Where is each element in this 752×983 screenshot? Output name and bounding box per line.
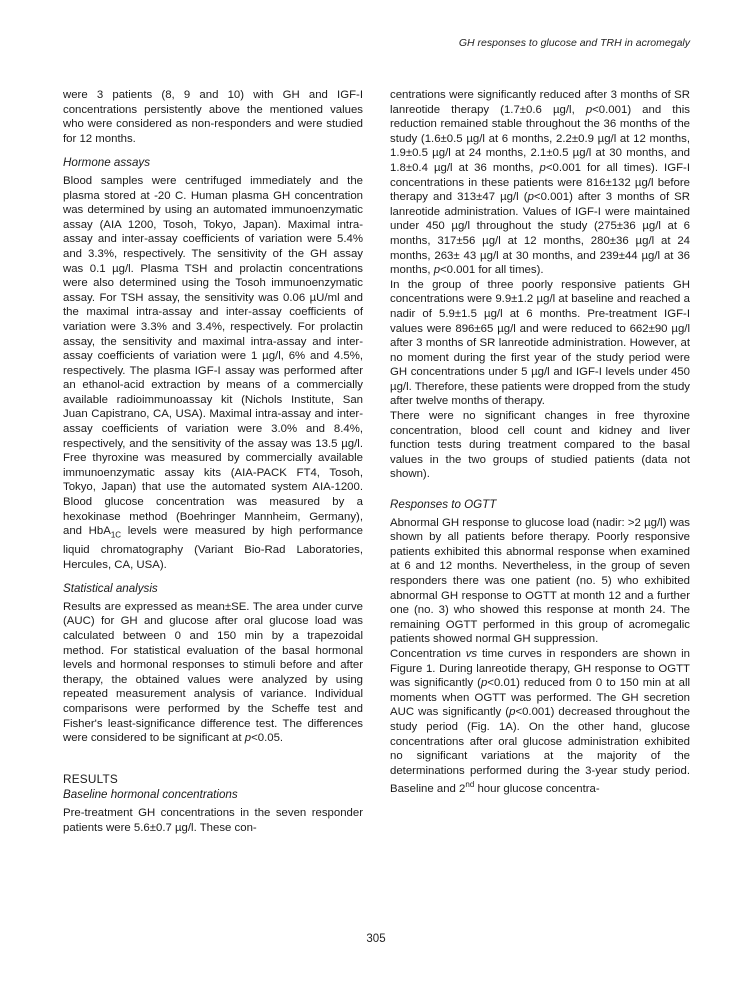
text-run: hour glucose concentra-: [474, 783, 600, 796]
p-value-italic: p: [509, 706, 516, 719]
results-heading: RESULTS: [63, 771, 118, 786]
ogtt-heading: Responses to OGTT: [390, 498, 497, 512]
p-value-italic: p: [433, 264, 441, 277]
text-run: <0.001 for all times). IGF-I concentrations in these patients were 816±132 µg/l before therapy and 313±47 µg/l (: [390, 161, 691, 204]
hormone-assays-text-end: levels were measured by high performance liquid chromatography (Variant Bio-Rad Laboratories, Hercules, CA, USA).: [63, 525, 363, 571]
right-column: [390, 88, 690, 797]
p-value-italic: p: [480, 677, 488, 690]
intro-paragraph: were 3 patients (8, 9 and 10) with GH and IGF-I concentrations persistently above the mentioned values who were considered as non-responders and were studied for 12 months.: [63, 89, 363, 145]
ogtt-paragraph-1: Abnormal GH response to glucose load (nadir: >2 µg/l) was shown by all patients before therapy. Poorly responsive patients exhibited this abnormal response when examined at 6 and 12 months. Nevertheless, in the group of seven responders there was one patient (no. 5) who exhibited abnormal GH response to OGTT at month 12 and a further one (no. 3) who showed this response at month 24. The remaining OGTT performed in this group of acromegalic patients showed normal GH suppression.: [390, 516, 690, 646]
p-value-italic: p: [585, 103, 593, 116]
text-run: <0.001 for all times).: [440, 264, 544, 277]
hormone-assays-heading: Hormone assays: [63, 156, 150, 170]
baseline-continued-paragraph: [390, 88, 690, 278]
p-value-italic: p: [527, 191, 534, 204]
baseline-heading: Baseline hormonal concentrations: [63, 788, 238, 802]
ordinal-superscript: nd: [465, 780, 475, 790]
statistical-analysis-heading: Statistical analysis: [63, 582, 158, 596]
running-header: GH responses to glucose and TRH in acromegaly: [458, 37, 690, 49]
statistical-text-end: <0.05.: [251, 732, 284, 745]
text-run: Concentration: [390, 647, 466, 660]
p-value-italic: p: [244, 732, 252, 745]
text-run: <0.001) decreased throughout the study period (Fig. 1A). On the other hand, glucose concentrations after oral glucose administration exhibited no significant variations at the majority of the determinations performed during the 3-year study period. Baseline and 2: [390, 706, 690, 796]
text-run: <0.001) and this reduction remained stable throughout the 36 months of the study (1.6±0.5 µg/l at 6 months, 2.2±0.9 µg/l at 12 months, 1.9±0.5 µg/l at 24 months, 2.1±0.5 µg/l at 30 months, and 1.8±0.4 µg/l at 36 months,: [390, 103, 690, 174]
hormone-assays-text: Blood samples were centrifuged immediately and the plasma stored at -20 C. Human plasma GH concentration was determined by using an automated immunoenzymatic assay (AIA 1200, Tosoh, Tokyo, Japan). Maximal intra-assay and inter-assay coefficients of variation were 5.4% and 3.3%, respectively. The sensitivity of the GH assay was 0.1 µg/l. Plasma TSH and prolactin concentrations were also determined using the Tosoh immunoenzymatic assay. For TSH assay, the sensitivity was 0.06 µU/ml and the maximal intra-assay and inter-assay coefficients of variation were 3.3% and 3.4%, respectively. For prolactin assay, the sensitivity and maximal intra-assay and inter-assay coefficients of variation were 1 µg/l, 6% and 4.5%, respectively. The plasma IGF-I assay was performed after an ethanol-acid extraction by means of a commercially available radioimmunoassay kit (Nichols Institute, San Juan Capistrano, CA, USA). Maximal intra-assay and inter-assay coefficients of variation were 3.0% and 8.4%, respectively, and the sensitivity of the assay was 13.5 µg/l. Free thyroxine was measured by commercially available immunoenzymatic assay kits (AIA-PACK FT4, Tosoh, Tokyo, Japan) that use the automated system AIA-1200. Blood glucose concentration was measured by a hexokinase method (Boehringer Mannheim, Germany), and HbA: [63, 174, 363, 538]
page-number: 305: [366, 933, 386, 945]
left-column: [63, 88, 363, 835]
hba1c-subscript: 1C: [110, 530, 122, 540]
hormone-assays-paragraph: [63, 174, 363, 572]
text-run: <0.01) reduced from 0 to 150 min at all moments when OGTT was performed. The GH secretion AUC was significantly (: [390, 677, 691, 719]
text-run: <0.001) after 3 months of SR lanreotide administration. Values of IGF-I were maintained under 450 µg/l throughout the study (275±36 µg/l at 6 months, 317±56 µg/l at 12 months, 280±36 µg/l at 24 months, 263± 43 µg/l at 30 months, and 239±44 µg/l at 36 months,: [390, 191, 690, 277]
safety-paragraph: There were no significant changes in free thyroxine concentration, blood cell count and kidney and liver function tests during treatment compared to the basal values in the two groups of studied patients (data not shown).: [390, 410, 690, 481]
vs-italic: vs: [465, 647, 478, 660]
ogtt-paragraph-2: [390, 647, 690, 797]
text-run: time curves in responders are shown in Figure 1. During lanreotide therapy, GH response to OGTT was significantly (: [390, 647, 690, 690]
p-value-italic: p: [539, 161, 546, 174]
baseline-paragraph: Pre-treatment GH concentrations in the seven responder patients were 5.6±0.7 µg/l. These con-: [63, 807, 363, 834]
poor-responders-paragraph: In the group of three poorly responsive patients GH concentrations were 9.9±1.2 µg/l at baseline and reached a nadir of 5.9±1.5 µg/l at 6 months. Pre-treatment IGF-I values were 896±65 µg/l and were reduced to 662±90 µg/l after 3 months of SR lanreotide administration. However, at no moment during the first year of the study period were GH concentrations under 5 µg/l and IGF-I levels under 450 µg/l. Therefore, these patients were dropped from the study after twelve months of therapy.: [390, 278, 690, 408]
text-run: centrations were significantly reduced after 3 months of SR lanreotide therapy (1.7±0.6 µg/l,: [390, 89, 690, 116]
statistical-text: Results are expressed as mean±SE. The area under curve (AUC) for GH and glucose after oral glucose load was calculated between 0 and 150 min by a trapezoidal method. For statistical evaluation of the basal hormonal levels and hormonal responses to stimuli before and after therapy, the obtained values were analyzed by using repeated measurement analysis of variance. Individual comparisons were performed by the Scheffe test and Fisher's least-significance difference test. The differences were considered to be significant at: [63, 600, 363, 745]
statistical-analysis-paragraph: [63, 600, 363, 746]
